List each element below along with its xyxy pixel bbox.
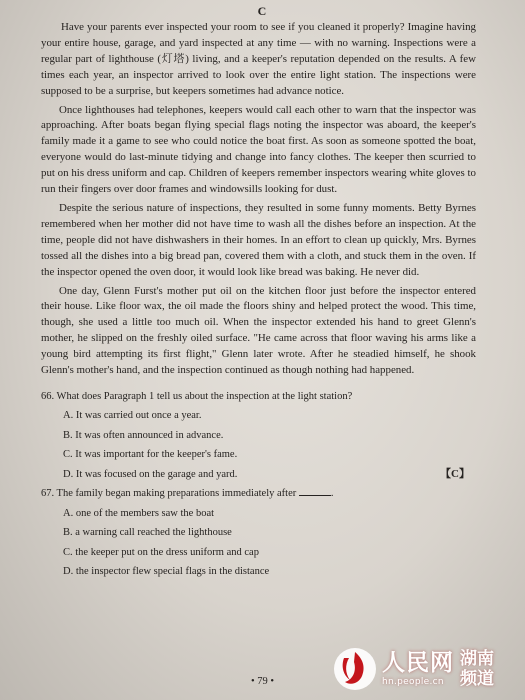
question-67-option-d: D. the inspector flew special flags in the distance xyxy=(63,566,270,578)
paragraph-1: Have your parents ever inspected your room to see if you cleaned it properly? Imagine having your entire house, garage, and yard inspected at any time — with no warning. Inspections were a regular part of lighthouse (灯塔) living, and a keeper's reputation depended on the results. A few times each year, an inspector arrived to look over the entire light station. The inspections were supposed to be a surprise, but keepers sometimes had advance notice. xyxy=(41,21,476,97)
watermark-brand: 人民网 xyxy=(382,650,454,676)
question-66-option-b: B. It was often announced in advance. xyxy=(63,429,224,441)
question-67-option-b: B. a warning call reached the lighthouse xyxy=(63,527,232,539)
question-67-stem xyxy=(41,484,476,504)
question-67-option-c: C. the keeper put on the dress uniform and cap xyxy=(63,546,259,558)
watermark-brand-block xyxy=(382,650,454,688)
answer-blank xyxy=(299,486,331,496)
paragraph-3: Despite the serious nature of inspections, they resulted in some funny moments. Betty Byrnes remembered when her mother did not have time to wash all the dishes before an inspection. At the time, people did not have dishwashers in their homes. In an effort to clean up quickly, Mrs. Byrnes tossed all the dishes into a big bread pan, covered them with a cloth, and stuck them in the oven. If the inspector opened the oven door, it would look like bread was baking. He never did. xyxy=(41,201,476,278)
question-66-option-a: A. It was carried out once a year. xyxy=(63,410,202,422)
question-67-option-a: A. one of the members saw the boat xyxy=(63,507,215,519)
page-number: • 79 • xyxy=(250,676,275,687)
questions-section xyxy=(41,387,476,582)
paragraph-2: Once lighthouses had telephones, keepers would call each other to warn that the inspector was approaching. After boats began flying special flags noting the inspector was aboard, the keeper's family made it a game to see who could notice the boat first. As soon as someone spotted the boat, everyone would do last-minute tidying and change into fancy clothes. The keeper then scurried to put on his dress uniform and cap. Children of keepers remember inspectors wearing white gloves to run their fingers over door frames and windowsills looking for dust. xyxy=(41,103,476,196)
paragraph-4: One day, Glenn Furst's mother put oil on the kitchen floor just before the inspector entered their house. Like floor wax, the oil made the floors shiny and helped protect the wood. This time, though, she used a little too much oil. When the inspector extended his hand to greet Glenn's mother, he slipped on the freshly oiled surface. "He came across that floor waving his arms like a young bird attempting its first flight," Glenn later wrote. After he steadied himself, he shook Glenn's mother's hand, and the inspection continued as though nothing had happened. xyxy=(41,284,476,377)
watermark-region-line-1: 湖南 xyxy=(460,649,494,669)
question-66-answer: 【C】 xyxy=(440,467,470,480)
section-letter: C xyxy=(257,4,268,18)
question-66-option-d: D. It was focused on the garage and yard. xyxy=(63,468,238,480)
people-cn-watermark xyxy=(332,640,522,698)
question-67-stem-text: 67. The family began making preparations immediately after xyxy=(41,488,297,500)
passage-content xyxy=(41,20,476,582)
question-66-stem: 66. What does Paragraph 1 tell us about the inspection at the light station? xyxy=(41,390,353,402)
question-67-stem-end: . xyxy=(330,488,334,500)
question-66 xyxy=(41,387,476,485)
people-logo-icon xyxy=(332,646,378,692)
watermark-url: hn.people.cn xyxy=(382,677,444,687)
question-66-option-c: C. It was important for the keeper's fame. xyxy=(63,449,238,461)
question-66-option-d-row xyxy=(41,465,476,485)
watermark-region xyxy=(460,649,494,689)
question-67 xyxy=(41,484,476,582)
watermark-region-line-2: 频道 xyxy=(460,669,494,689)
